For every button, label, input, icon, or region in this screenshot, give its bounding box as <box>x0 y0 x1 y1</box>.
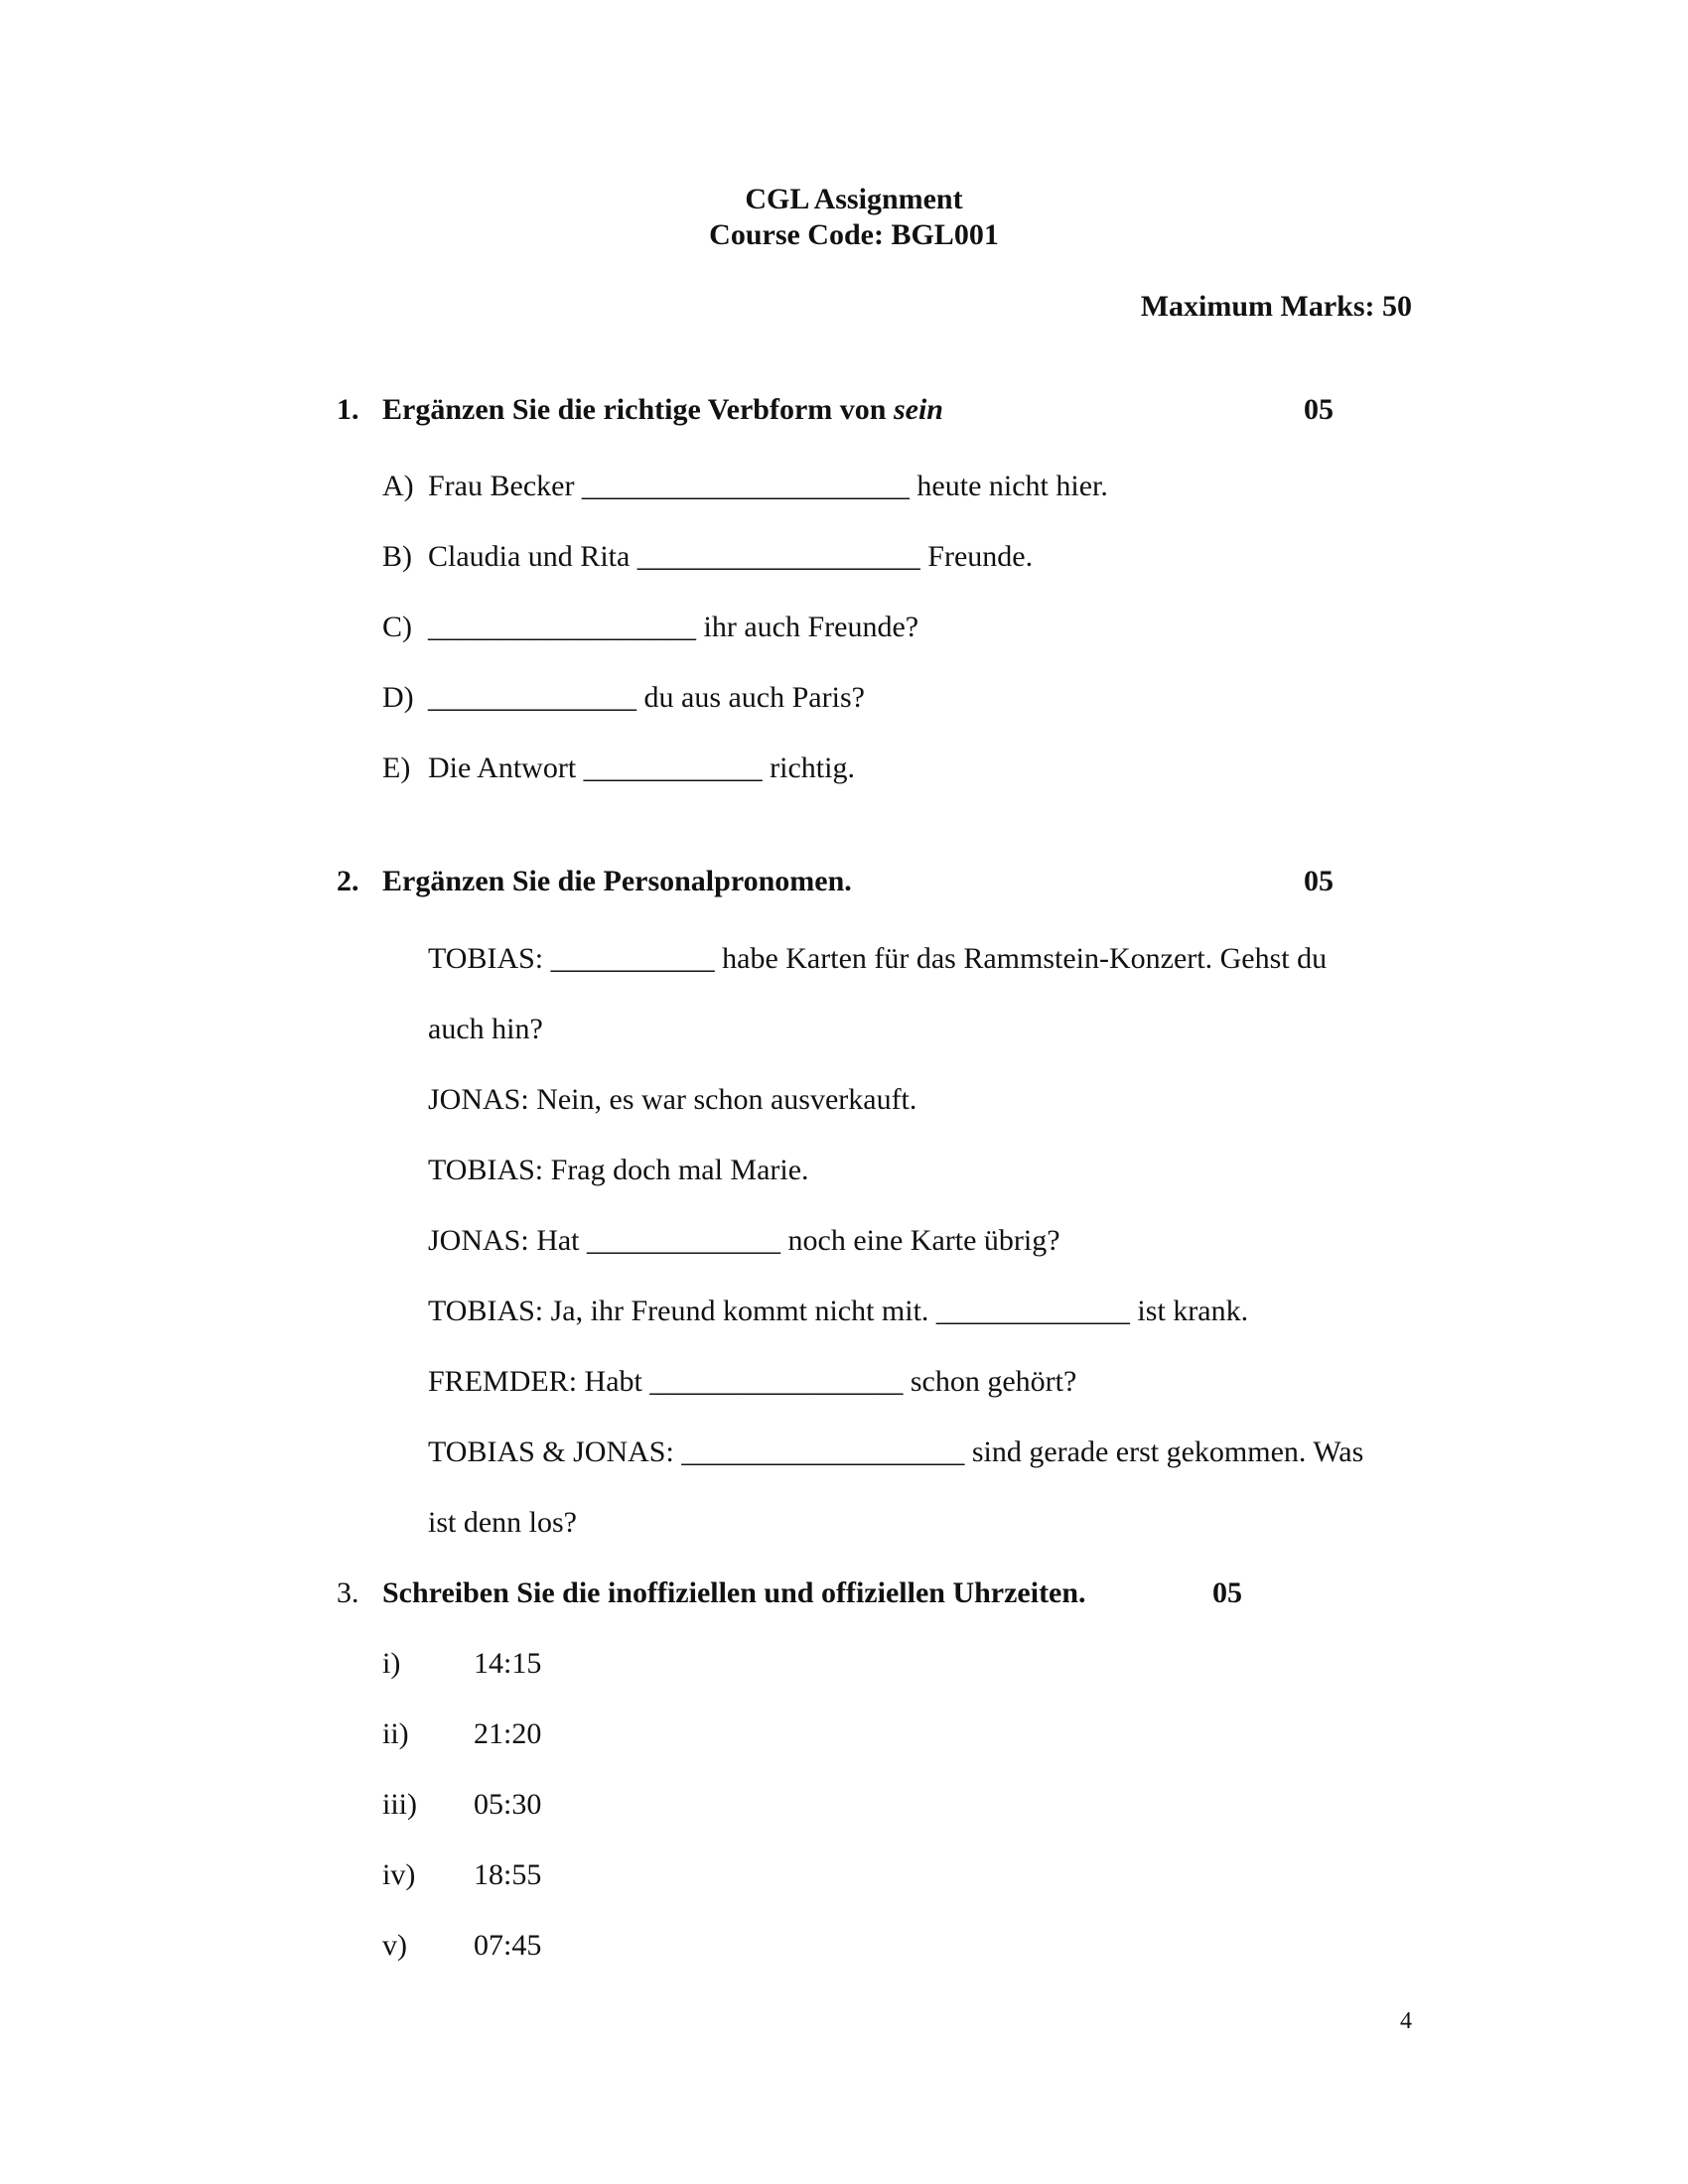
item-label: i) <box>382 1647 401 1680</box>
item-label: iii) <box>382 1788 417 1821</box>
item-label: D) <box>382 681 414 714</box>
item-label: E) <box>382 751 411 784</box>
question-title-emphasis: sein <box>893 393 943 426</box>
time-value: 21:20 <box>474 1717 542 1750</box>
item-label: v) <box>382 1929 407 1962</box>
time-value: 07:45 <box>474 1929 542 1962</box>
item-label: C) <box>382 611 412 643</box>
item-label: B) <box>382 540 412 573</box>
question-number: 3. <box>337 1576 359 1609</box>
item-text: __________________ ihr auch Freunde? <box>428 611 919 643</box>
item-text: Claudia und Rita ___________________ Freunde. <box>428 540 1034 573</box>
dialogue-line: FREMDER: Habt _________________ schon gehört? <box>428 1365 1077 1398</box>
dialogue-line: TOBIAS: ___________ habe Karten für das Rammstein-Konzert. Gehst du <box>428 942 1328 975</box>
question-title: Schreiben Sie die inoffiziellen und offiziellen Uhrzeiten. <box>382 1576 1086 1609</box>
time-value: 05:30 <box>474 1788 542 1821</box>
dialogue-line: JONAS: Nein, es war schon ausverkauft. <box>428 1083 917 1116</box>
time-value: 18:55 <box>474 1858 542 1891</box>
item-text: Die Antwort ____________ richtig. <box>428 751 855 784</box>
question-number: 2. <box>337 865 359 897</box>
document-title: CGL Assignment <box>745 183 963 215</box>
question-marks: 05 <box>1304 393 1334 426</box>
question-title <box>382 395 943 425</box>
question-title: Ergänzen Sie die Personalpronomen. <box>382 865 852 897</box>
page-number: 4 <box>1400 2008 1412 2034</box>
item-label: iv) <box>382 1858 416 1891</box>
question-title-text: Ergänzen Sie die richtige Verbform von <box>382 393 894 426</box>
dialogue-line: TOBIAS: Ja, ihr Freund kommt nicht mit. _____________ ist krank. <box>428 1295 1249 1327</box>
item-text: Frau Becker ______________________ heute nicht hier. <box>428 470 1108 502</box>
dialogue-line: ist denn los? <box>428 1506 577 1539</box>
dialogue-line: JONAS: Hat _____________ noch eine Karte übrig? <box>428 1224 1060 1257</box>
course-code: Course Code: BGL001 <box>709 218 999 251</box>
dialogue-line: TOBIAS: Frag doch mal Marie. <box>428 1154 809 1186</box>
dialogue-line: auch hin? <box>428 1013 543 1045</box>
question-marks: 05 <box>1304 865 1334 897</box>
question-marks: 05 <box>1212 1576 1242 1609</box>
maximum-marks: Maximum Marks: 50 <box>1140 290 1412 323</box>
time-value: 14:15 <box>474 1647 542 1680</box>
item-label: A) <box>382 470 414 502</box>
item-label: ii) <box>382 1717 409 1750</box>
question-number: 1. <box>337 393 359 426</box>
dialogue-line: TOBIAS & JONAS: ___________________ sind gerade erst gekommen. Was <box>428 1435 1364 1468</box>
item-text: ______________ du aus auch Paris? <box>428 681 865 714</box>
